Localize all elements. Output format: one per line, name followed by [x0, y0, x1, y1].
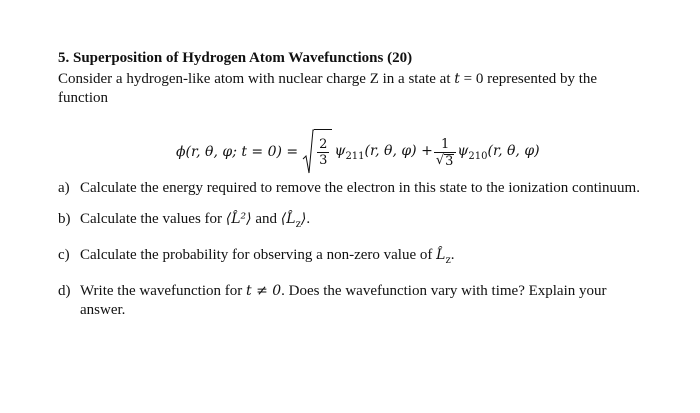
coef1-numerator: 2 — [319, 137, 328, 152]
question-part-d — [58, 282, 658, 320]
sqrt-two-thirds — [302, 129, 332, 175]
psi-211: $\psi_{211}(r$, θ, φ) + — [334, 142, 433, 162]
expectation-l-squared: ⟨L̂²⟩ — [225, 211, 252, 227]
radical-sign-icon — [302, 129, 314, 175]
part-text: Write the wavefunction for t ≠ 0. Does the wavefunction vary with time? Explain your answer. — [80, 282, 607, 318]
equation-lhs: ϕ(r, θ, φ; t = 0) = — [176, 144, 299, 160]
psi-210: $\psi_{210}(r$, θ, φ) — [457, 142, 540, 162]
sqrt-three: √ 3 — [435, 152, 454, 169]
operator-lz: $L̂_z$ — [436, 246, 451, 266]
coef2-numerator: 1 — [440, 136, 450, 152]
question-part-c — [58, 246, 658, 270]
part-label: b) — [58, 211, 71, 227]
problem-title: 5. Superposition of Hydrogen Atom Wavefunctions (20) — [58, 50, 413, 66]
part-label: a) — [58, 180, 70, 196]
wavefunction-equation — [176, 122, 540, 182]
part-text: Calculate the energy required to remove the electron in this state to the ionization continuum. — [80, 180, 640, 196]
time-condition: t ≠ 0 — [246, 282, 282, 299]
intro-text-2: represented by the — [483, 71, 598, 87]
question-part-a — [58, 179, 658, 198]
intro-text-1: Consider a hydrogen-like atom with nuclear charge Z in a state at — [58, 71, 455, 87]
intro-time-value: = 0 — [459, 71, 484, 87]
question-parts — [58, 179, 658, 320]
question-part-b — [58, 210, 658, 234]
coefficient-fraction-1 — [317, 137, 329, 168]
intro-time-variable: t — [454, 71, 460, 87]
problem-intro — [58, 70, 658, 108]
coef2-denominator: 3 — [445, 153, 454, 169]
coef1-denominator: 3 — [319, 153, 328, 168]
expectation-lz: $⟨L̂_z⟩$ — [280, 211, 307, 230]
problem-statement — [58, 48, 658, 108]
intro-text-3: function — [58, 90, 108, 106]
part-text: Calculate the probability for observing a non-zero value of $L̂_z$. — [80, 246, 455, 266]
part-label: c) — [58, 246, 70, 263]
part-label: d) — [58, 282, 71, 299]
part-text: Calculate the values for ⟨L̂²⟩ and $⟨L̂_z⟩$. — [80, 211, 311, 230]
coefficient-fraction-2 — [434, 137, 457, 168]
